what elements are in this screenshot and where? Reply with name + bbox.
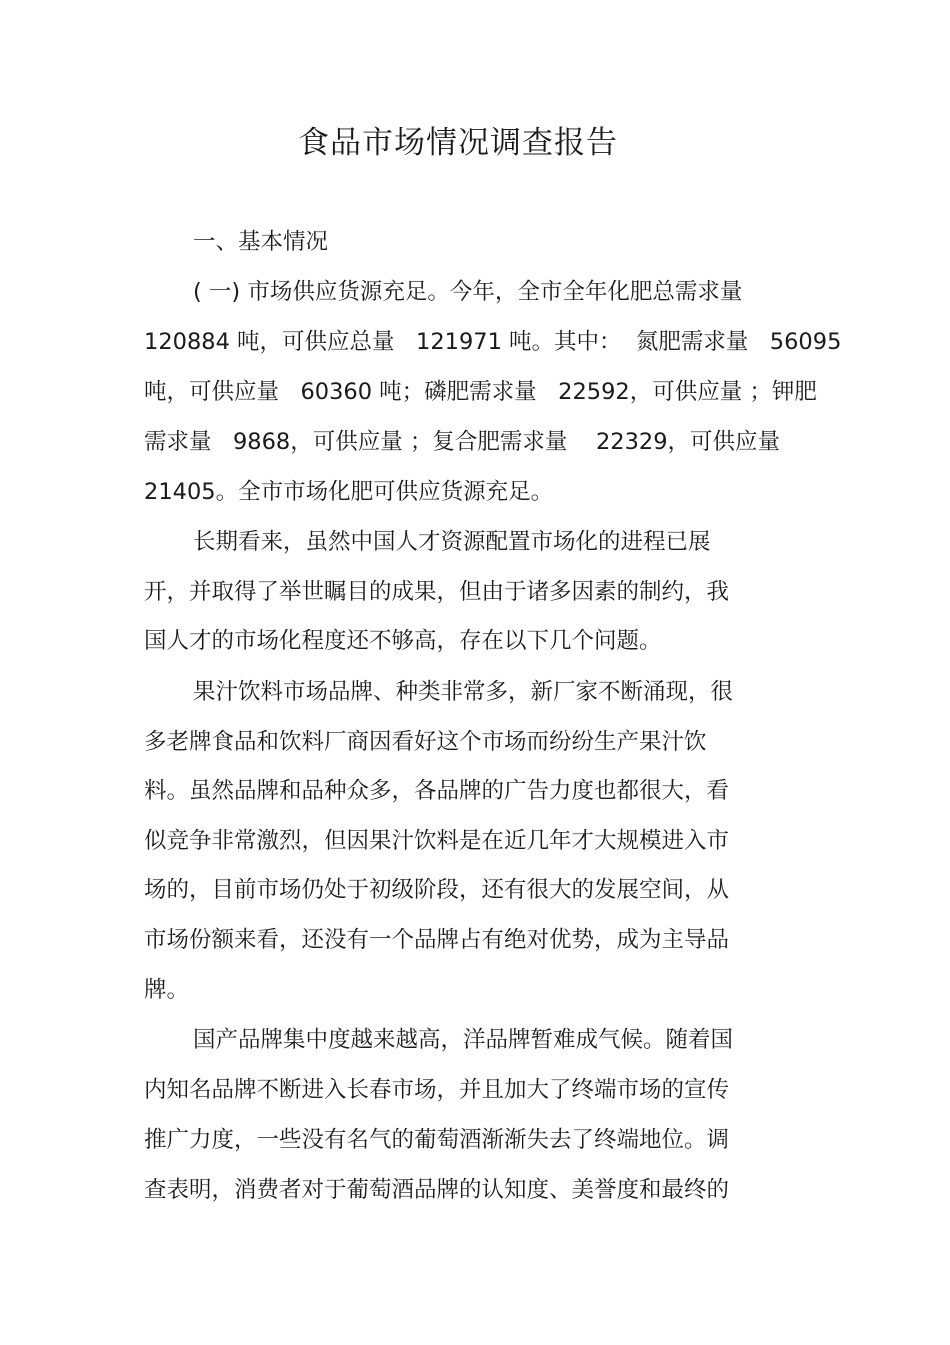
paragraph-line: 国人才的市场化程度还不够高，存在以下几个问题。 [144,628,662,654]
paragraph-line: 料。虽然品牌和品种众多，各品牌的广告力度也都很大，看 [144,778,730,804]
paragraph-line: 长期看来，虽然中国人才资源配置市场化的进程已展 [193,529,711,555]
paragraph-line: 牌。 [144,977,190,1003]
paragraph-line: 查表明，消费者对于葡萄酒品牌的认知度、美誉度和最终的 [144,1177,730,1203]
paragraph-line: 吨，可供应量 60360 吨；磷肥需求量 22592，可供应量 ；钾肥 [144,379,817,405]
paragraph-line: 开，并取得了举世瞩目的成果，但由于诸多因素的制约，我 [144,579,730,605]
paragraph-line: 场的，目前市场仍处于初级阶段，还有很大的发展空间，从 [144,877,730,903]
section-heading: 一、基本情况 [193,229,329,255]
paragraph-line: 需求量 9868，可供应量 ；复合肥需求量 22329，可供应量 [144,429,781,455]
paragraph-line: 推广力度，一些没有名气的葡萄酒渐渐失去了终端地位。调 [144,1127,730,1153]
paragraph-line: 果汁饮料市场品牌、种类非常多，新厂家不断涌现，很 [193,679,734,705]
paragraph-line: 似竞争非常激烈，但因果汁饮料是在近几年才大规模进入市 [144,828,730,854]
paragraph-line: ( 一) 市场供应货源充足。今年，全市全年化肥总需求量 [193,279,743,305]
paragraph-line: 21405。全市市场化肥可供应货源充足。 [144,479,554,505]
paragraph-line: 国产品牌集中度越来越高，洋品牌暂难成气候。随着国 [193,1027,734,1053]
paragraph-line: 内知名品牌不断进入长春市场，并且加大了终端市场的宣传 [144,1077,730,1103]
paragraph-line: 多老牌食品和饮料厂商因看好这个市场而纷纷生产果汁饮 [144,729,707,755]
paragraph-line: 120884 吨，可供应总量 121971 吨。其中： 氮肥需求量 56095 [144,329,842,355]
paragraph-line: 市场份额来看，还没有一个品牌占有绝对优势，成为主导品 [144,927,730,953]
document-title: 食品市场情况调查报告 [298,125,618,161]
